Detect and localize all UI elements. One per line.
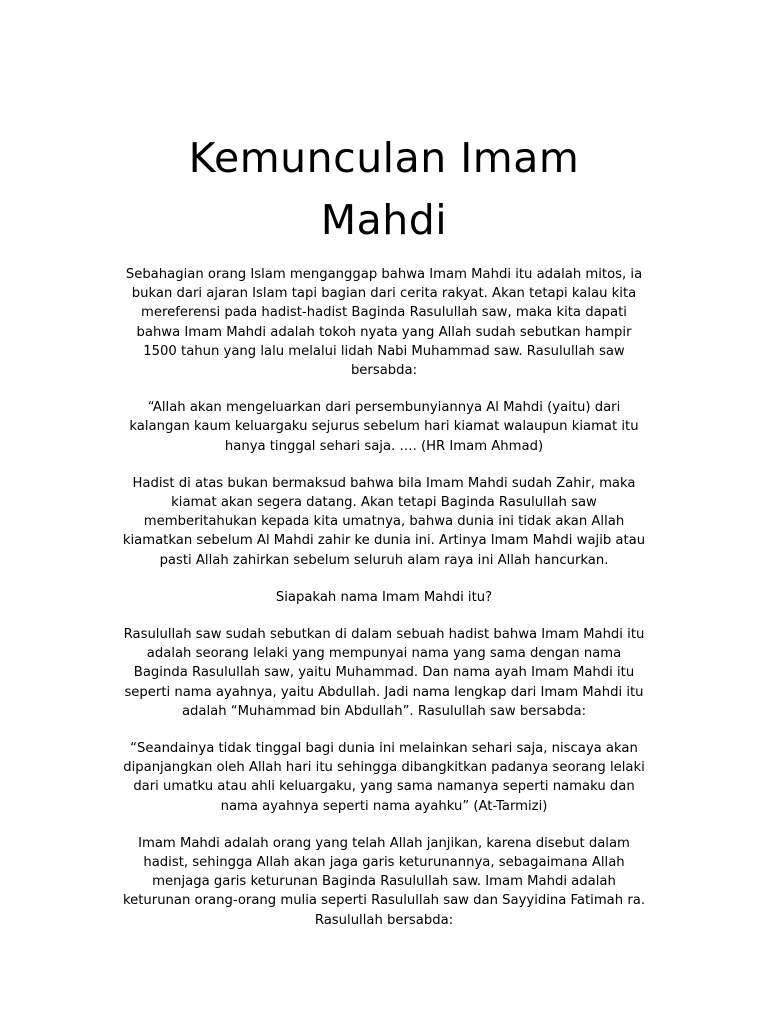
paragraph-explanation: Hadist di atas bukan bermaksud bahwa bila Imam Mahdi sudah Zahir, maka kiamat akan segera datang. Akan tetapi Baginda Rasulullah saw memberitahukan kepada kita umatnya, bahwa dunia ini tidak akan Allah kiamatkan sebelum Al Mahdi zahir ke dunia ini. Artinya Imam Mahdi wajib atau pasti Allah zahirkan sebelum seluruh alam raya ini Allah hancurkan.	[122, 475, 646, 568]
paragraph-hadith-tirmizi: “Seandainya tidak tinggal bagi dunia ini melainkan sehari saja, niscaya akan dipanjangkan oleh Allah hari itu sehingga dibangkitkan padanya seorang lelaki dari umatku atau ahli keluargaku, yang sama namanya seperti namaku dan nama ayahnya seperti nama ayahku” (At-Tarmizi)	[123, 741, 645, 814]
paragraph-intro: Sebahagian orang Islam menganggap bahwa Imam Mahdi itu adalah mitos, ia bukan dari ajaran Islam tapi bagian dari cerita rakyat. Akan tetapi kalau kita mereferensi pada hadist-hadist Baginda Rasulullah saw, maka kita dapati bahwa Imam Mahdi adalah tokoh nyata yang Allah sudah sebutkan hampir 1500 tahun yang lalu melalui lidah Nabi Muhammad saw. Rasulullah saw bersabda:	[125, 267, 643, 379]
paragraph-name: Rasulullah saw sudah sebutkan di dalam sebuah hadist bahwa Imam Mahdi itu adalah seorang lelaki yang mempunyai nama yang sama dengan nama Baginda Rasulullah saw, yaitu Muhammad. Dan nama ayah Imam Mahdi itu seperti nama ayahnya, yaitu Abdullah. Jadi nama lengkap dari Imam Mahdi itu adalah “Muhammad bin Abdullah”. Rasulullah saw bersabda:	[123, 627, 645, 719]
document-body	[118, 265, 650, 948]
paragraph-question: Siapakah nama Imam Mahdi itu?	[275, 589, 493, 605]
paragraph-lineage: Imam Mahdi adalah orang yang telah Allah janjikan, karena disebut dalam hadist, sehingga Allah akan jaga garis keturunannya, sebagaimana Allah menjaga garis keturunan Baginda Rasulullah saw. Imam Mahdi adalah keturunan orang-orang mulia seperti Rasulullah saw dan Sayyidina Fatimah ra. Rasulullah bersabda:	[122, 835, 646, 928]
document-title: Kemunculan Imam Mahdi	[188, 134, 580, 244]
paragraph-hadith-ahmad: “Allah akan mengeluarkan dari persembunyiannya Al Mahdi (yaitu) dari kalangan kaum keluargaku sejurus sebelum hari kiamat walaupun kiamat itu hanya tinggal sehari saja. …. (HR Imam Ahmad)	[129, 400, 639, 454]
